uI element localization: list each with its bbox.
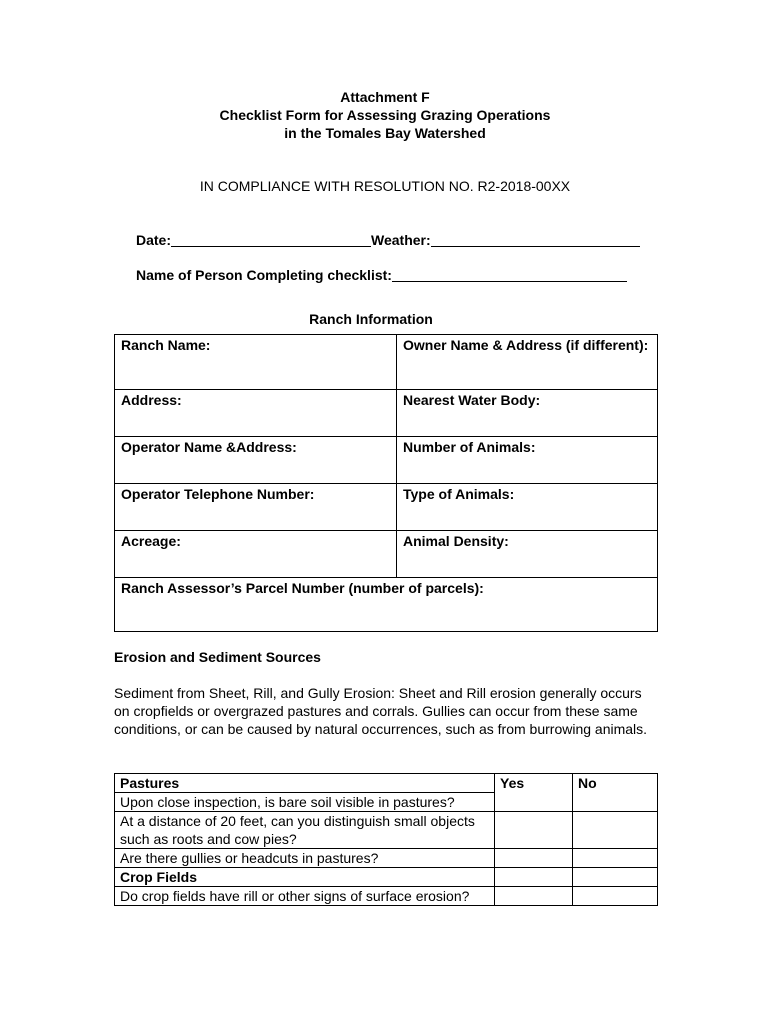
no-cell[interactable]: [573, 812, 658, 849]
weather-field[interactable]: [431, 232, 640, 247]
table-row: [115, 390, 658, 437]
yes-cell[interactable]: [495, 849, 573, 868]
owner-cell[interactable]: Owner Name & Address (if different):: [397, 335, 658, 390]
pastures-checklist-table: [114, 773, 658, 906]
date-field[interactable]: [171, 232, 371, 247]
ranch-info-title: Ranch Information: [309, 311, 433, 327]
no-cell[interactable]: [573, 849, 658, 868]
person-field[interactable]: [392, 267, 627, 282]
table-row: [115, 437, 658, 484]
table-row: [115, 531, 658, 578]
operator-phone-cell[interactable]: Operator Telephone Number:: [115, 484, 397, 531]
nearest-water-cell[interactable]: Nearest Water Body:: [397, 390, 658, 437]
table-row: [115, 774, 658, 793]
attachment-label: Attachment F: [340, 89, 430, 105]
no-cell[interactable]: [573, 868, 658, 887]
form-title: Checklist Form for Assessing Grazing Operations: [219, 107, 551, 123]
no-cell[interactable]: [573, 887, 658, 906]
erosion-paragraph: Sediment from Sheet, Rill, and Gully Erosion: Sheet and Rill erosion generally occurs on cropfields or overgrazed pastures and corrals. Gullies can occur from these same conditions, or can be caused by natural occurrences, such as from burrowing animals.: [114, 685, 648, 737]
table-row: [115, 484, 658, 531]
no-header: No: [573, 774, 658, 812]
num-animals-cell[interactable]: Number of Animals:: [397, 437, 658, 484]
table-row: [115, 578, 658, 632]
ranch-name-cell[interactable]: Ranch Name:: [115, 335, 397, 390]
crop-fields-header: Crop Fields: [115, 868, 495, 887]
person-row: [136, 266, 627, 284]
table-row: [115, 887, 658, 906]
form-subtitle: in the Tomales Bay Watershed: [284, 125, 486, 141]
yes-cell[interactable]: [495, 887, 573, 906]
date-label: Date:: [136, 232, 172, 248]
question-distinguish-objects: At a distance of 20 feet, can you distinguish small objects such as roots and cow pies?: [115, 812, 495, 849]
ranch-info-table: [114, 334, 658, 632]
yes-header: Yes: [495, 774, 573, 812]
address-cell[interactable]: Address:: [115, 390, 397, 437]
yes-cell[interactable]: [495, 812, 573, 849]
person-label: Name of Person Completing checklist:: [136, 267, 392, 283]
table-row: [115, 335, 658, 390]
weather-label: Weather:: [371, 232, 431, 248]
erosion-title: Erosion and Sediment Sources: [114, 649, 321, 665]
date-weather-row: [136, 231, 640, 249]
operator-name-cell[interactable]: Operator Name &Address:: [115, 437, 397, 484]
question-crop-erosion: Do crop fields have rill or other signs of surface erosion?: [115, 887, 495, 906]
acreage-cell[interactable]: Acreage:: [115, 531, 397, 578]
compliance-line: IN COMPLIANCE WITH RESOLUTION NO. R2-2018-00XX: [199, 178, 571, 194]
table-row: [115, 812, 658, 849]
question-gullies: Are there gullies or headcuts in pastures?: [115, 849, 495, 868]
question-bare-soil: Upon close inspection, is bare soil visible in pastures?: [115, 793, 495, 812]
table-row: [115, 868, 658, 887]
table-row: [115, 849, 658, 868]
type-animals-cell[interactable]: Type of Animals:: [397, 484, 658, 531]
density-cell[interactable]: Animal Density:: [397, 531, 658, 578]
pastures-header: Pastures: [115, 774, 495, 793]
yes-cell[interactable]: [495, 868, 573, 887]
parcel-cell[interactable]: Ranch Assessor’s Parcel Number (number of parcels):: [115, 578, 658, 632]
